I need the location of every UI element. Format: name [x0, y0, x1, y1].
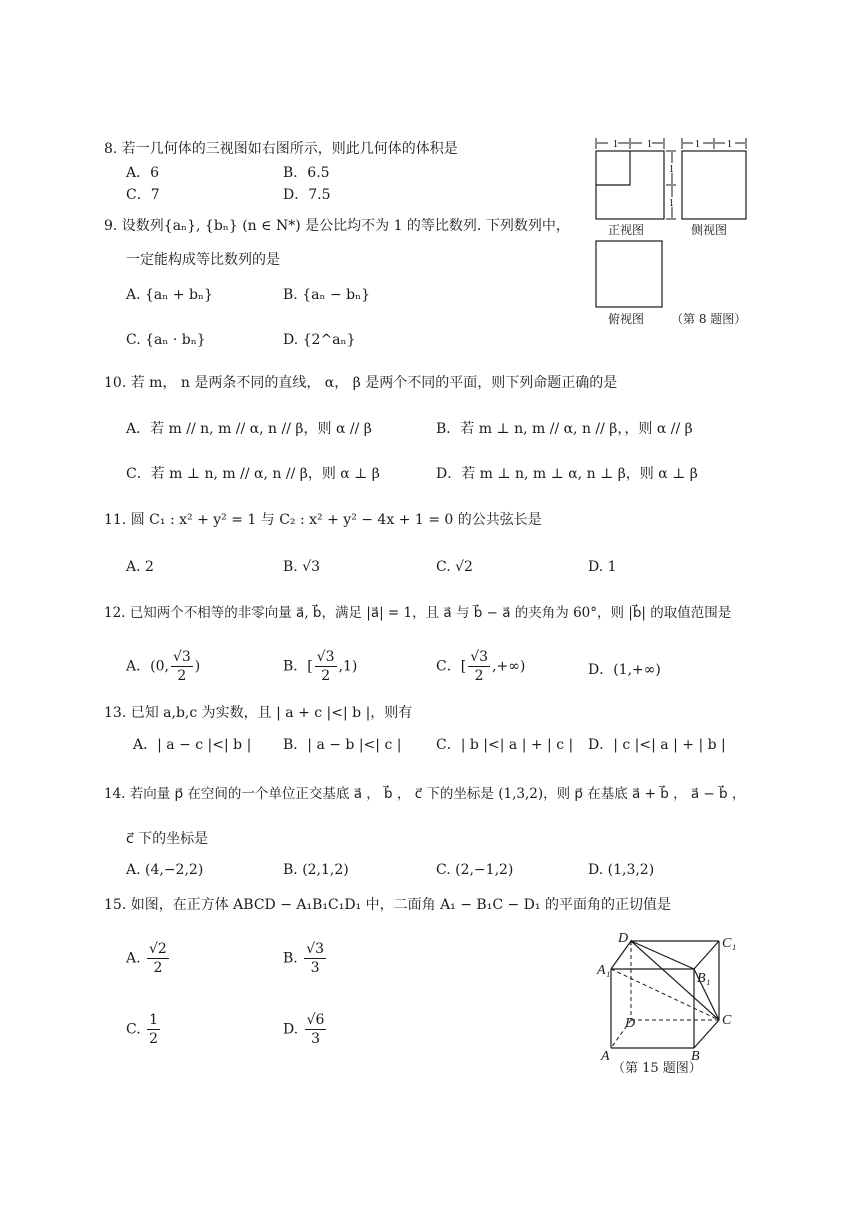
front-view-inner-step — [596, 151, 630, 185]
front-view-dimension — [596, 138, 664, 149]
q13-option-c: C．| b |<| a | + | c | — [436, 737, 574, 753]
vertex-label-c1: C₁ — [722, 936, 737, 951]
q15-option-a — [126, 940, 171, 977]
q13-option-a: A．| a − c |<| b | — [133, 737, 252, 753]
q15-option-d-fraction — [305, 1011, 327, 1048]
q12-option-b-prefix: B．[ — [283, 658, 313, 675]
side-dim-label-1: 1 — [695, 139, 700, 150]
front-dim-label-v2: 1 — [669, 198, 674, 209]
q14-option-c: C. (2,−1,2) — [436, 862, 514, 878]
q11-option-a: A. 2 — [126, 559, 154, 575]
side-dim-label-2: 1 — [727, 139, 732, 150]
q11-option-c: C. √2 — [436, 559, 473, 575]
q9-option-c: C. {aₙ · bₙ} — [126, 332, 206, 348]
front-view-caption: 正视图 — [608, 223, 645, 237]
q9-stem-line2: 一定能构成等比数列的是 — [126, 252, 280, 268]
q8-option-c: C．7 — [126, 187, 160, 203]
fraction-denominator: 2 — [149, 1031, 159, 1047]
q11-stem: 11. 圆 C₁ : x² + y² = 1 与 C₂ : x² + y² − 4x + 1 = 0 的公共弦长是 — [104, 512, 542, 528]
q10-option-d: D．若 m ⊥ n, m ⊥ α, n ⊥ β，则 α ⊥ β — [436, 466, 698, 482]
q13-option-d: D．| c |<| a | + | b | — [588, 737, 726, 753]
q14-option-b: B. (2,1,2) — [283, 862, 349, 878]
q10-option-c: C．若 m ⊥ n, m // α, n // β，则 α ⊥ β — [126, 466, 380, 482]
q12-option-a-fraction — [171, 648, 193, 685]
side-view-square — [682, 151, 746, 219]
fraction-numerator: √6 — [306, 1012, 325, 1028]
q9-stem-line1: 9. 设数列{aₙ}, {bₙ} (n ∈ N*) 是公比均不为 1 的等比数列. 下列数列中， — [104, 218, 570, 234]
q12-option-c-suffix: ,+∞) — [492, 658, 526, 675]
q12-option-b — [283, 648, 357, 685]
fraction-numerator: √3 — [306, 941, 325, 957]
vertex-label-a1: A₁ — [597, 963, 611, 978]
q12-option-c-fraction — [468, 648, 490, 685]
q15-option-d — [283, 1011, 328, 1048]
q12-option-d: D．(1,+∞) — [588, 662, 661, 678]
fraction-denominator: 2 — [474, 668, 484, 684]
top-view-caption: 俯视图 — [608, 312, 645, 326]
q10-option-b: B．若 m ⊥ n, m // α, n // β，，则 α // β — [436, 421, 693, 437]
vertex-label-b: B — [691, 1049, 700, 1064]
q9-option-a: A. {aₙ + bₙ} — [126, 287, 213, 303]
q8-option-a: A．6 — [126, 165, 160, 181]
fraction-numerator: √3 — [316, 649, 335, 665]
fraction-denominator: 2 — [177, 668, 187, 684]
vertex-label-d: D — [625, 1016, 636, 1031]
front-dim-label-2: 1 — [647, 139, 652, 150]
q8-figure-caption: （第 8 题图） — [671, 312, 747, 326]
q9-option-b: B. {aₙ − bₙ} — [283, 287, 371, 303]
fraction-numerator: 1 — [149, 1012, 159, 1028]
vertex-label-c: C — [722, 1013, 732, 1028]
q8-option-b: B．6.5 — [283, 165, 330, 181]
q12-stem: 12. 已知两个不相等的非零向量 a⃗, b⃗，满足 |a⃗| = 1，且 a⃗ 与 b⃗ − a⃗ 的夹角为 60°，则 |b⃗| 的取值范围是 — [104, 605, 732, 621]
side-view-caption: 侧视图 — [691, 223, 728, 237]
vertex-label-d1: D₁ — [618, 931, 633, 946]
fraction-numerator: √2 — [149, 941, 167, 957]
q15-stem: 15. 如图，在正方体 ABCD − A₁B₁C₁D₁ 中，二面角 A₁ − B₁C − D₁ 的平面角的正切值是 — [104, 897, 671, 913]
q14-stem-line2: c⃗ 下的坐标是 — [126, 831, 209, 847]
q15-option-b-fraction — [304, 940, 326, 977]
q12-option-a-prefix: A．(0, — [126, 658, 169, 675]
q14-option-d: D. (1,3,2) — [588, 862, 655, 878]
q15-option-b — [283, 940, 328, 977]
q8-stem: 8. 若一几何体的三视图如右图所示，则此几何体的体积是 — [104, 141, 458, 157]
q15-option-c-label: C. — [126, 1021, 141, 1038]
fraction-denominator: 2 — [153, 960, 163, 976]
q14-stem-line1: 14. 若向量 p⃗ 在空间的一个单位正交基底 a⃗ ， b⃗ ， c⃗ 下的坐标是 (1,3,2)，则 p⃗ 在基底 a⃗ + b⃗ ， a⃗ − b⃗ ， — [104, 786, 746, 802]
q15-option-c — [126, 1011, 162, 1048]
q12-option-a-suffix: ) — [194, 658, 201, 675]
q15-option-c-fraction — [147, 1011, 160, 1048]
q12-option-c-prefix: C．[ — [436, 658, 467, 675]
cube-hidden-edges — [611, 941, 719, 1048]
q8-option-d: D．7.5 — [283, 187, 331, 203]
q15-cube-figure — [594, 928, 754, 1064]
fraction-numerator: √3 — [172, 649, 191, 665]
q14-option-a: A. (4,−2,2) — [126, 862, 204, 878]
top-view-square — [596, 241, 662, 307]
q12-option-a — [126, 648, 200, 685]
q11-option-b: B. √3 — [283, 559, 321, 575]
q12-option-b-suffix: ,1) — [338, 658, 358, 675]
front-dim-label-1: 1 — [613, 139, 618, 150]
q13-option-b: B．| a − b |<| c | — [283, 737, 402, 753]
q10-stem: 10. 若 m， n 是两条不同的直线， α， β 是两个不同的平面，则下列命题正确的是 — [104, 375, 618, 391]
q12-option-c — [436, 648, 525, 685]
q10-option-a: A．若 m // n, m // α, n // β，则 α // β — [126, 421, 372, 437]
side-view-dimension — [682, 138, 746, 149]
q15-figure-caption: （第 15 题图） — [612, 1061, 702, 1076]
q15-option-d-label: D. — [283, 1021, 299, 1038]
q13-stem: 13. 已知 a,b,c 为实数，且 | a + c |<| b |，则有 — [104, 705, 413, 721]
fraction-denominator: 3 — [311, 1031, 321, 1047]
q15-option-b-label: B. — [283, 950, 298, 967]
q9-option-d: D. {2^aₙ} — [283, 332, 356, 348]
q12-option-b-fraction — [315, 648, 337, 685]
vertex-label-a: A — [601, 1049, 610, 1064]
q15-option-a-fraction — [147, 940, 169, 977]
fraction-numerator: √3 — [470, 649, 489, 665]
vertex-label-b1: B₁ — [697, 971, 711, 986]
q11-option-d: D. 1 — [588, 559, 617, 575]
fraction-denominator: 2 — [321, 668, 331, 684]
front-dim-label-v1: 1 — [669, 164, 674, 175]
fraction-denominator: 3 — [310, 960, 320, 976]
q15-option-a-label: A. — [126, 950, 141, 967]
